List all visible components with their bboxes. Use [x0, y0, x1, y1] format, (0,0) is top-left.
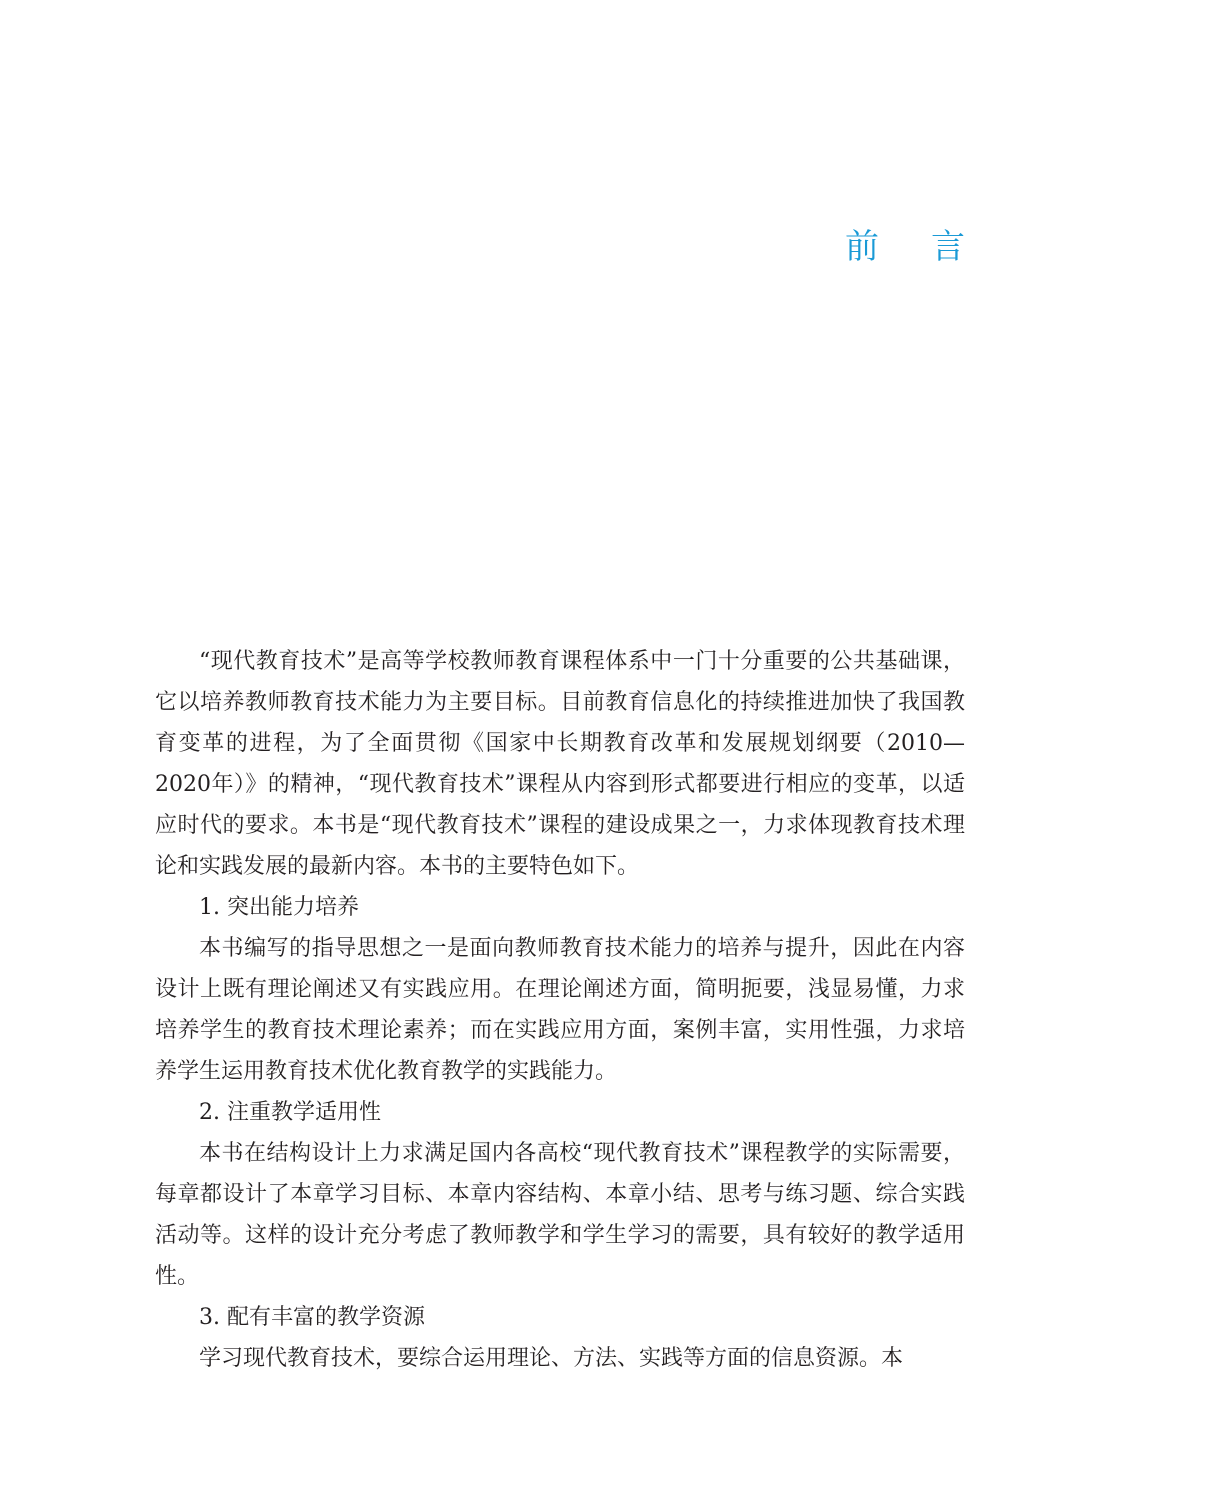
section-heading-1: 1. 突出能力培养 — [199, 895, 359, 920]
section-heading-2: 2. 注重教学适用性 — [199, 1100, 381, 1125]
paragraph-section-3: 学习现代教育技术，要综合运用理论、方法、实践等方面的信息资源。本 — [199, 1346, 904, 1371]
paragraph-section-1: 本书编写的指导思想之一是面向教师教育技术能力的培养与提升，因此在内容设计上既有理论阐述又有实践应用。在理论阐述方面，简明扼要，浅显易懂，力求培养学生的教育技术理论素养；而在实践应用方面，案例丰富，实用性强，力求培养学生运用教育技术优化教育教学的实践能力。 — [155, 936, 965, 1084]
paragraph-intro: “现代教育技术”是高等学校教师教育课程体系中一门十分重要的公共基础课，它以培养教师教育技术能力为主要目标。目前教育信息化的持续推进加快了我国教育变革的进程，为了全面贯彻《国家中长期教育改革和发展规划纲要（2010—2020年）》的精神，“现代教育技术”课程从内容到形式都要进行相应的变革，以适应时代的要求。本书是“现代教育技术”课程的建设成果之一，力求体现教育技术理论和实践发展的最新内容。本书的主要特色如下。 — [155, 649, 965, 879]
section-heading-3: 3. 配有丰富的教学资源 — [199, 1305, 425, 1330]
paragraph-section-2: 本书在结构设计上力求满足国内各高校“现代教育技术”课程教学的实际需要，每章都设计了本章学习目标、本章内容结构、本章小结、思考与练习题、综合实践活动等。这样的设计充分考虑了教师教学和学生学习的需要，具有较好的教学适用性。 — [155, 1141, 965, 1289]
page-title: 前言 — [845, 227, 1017, 267]
preface-body — [155, 641, 965, 1379]
